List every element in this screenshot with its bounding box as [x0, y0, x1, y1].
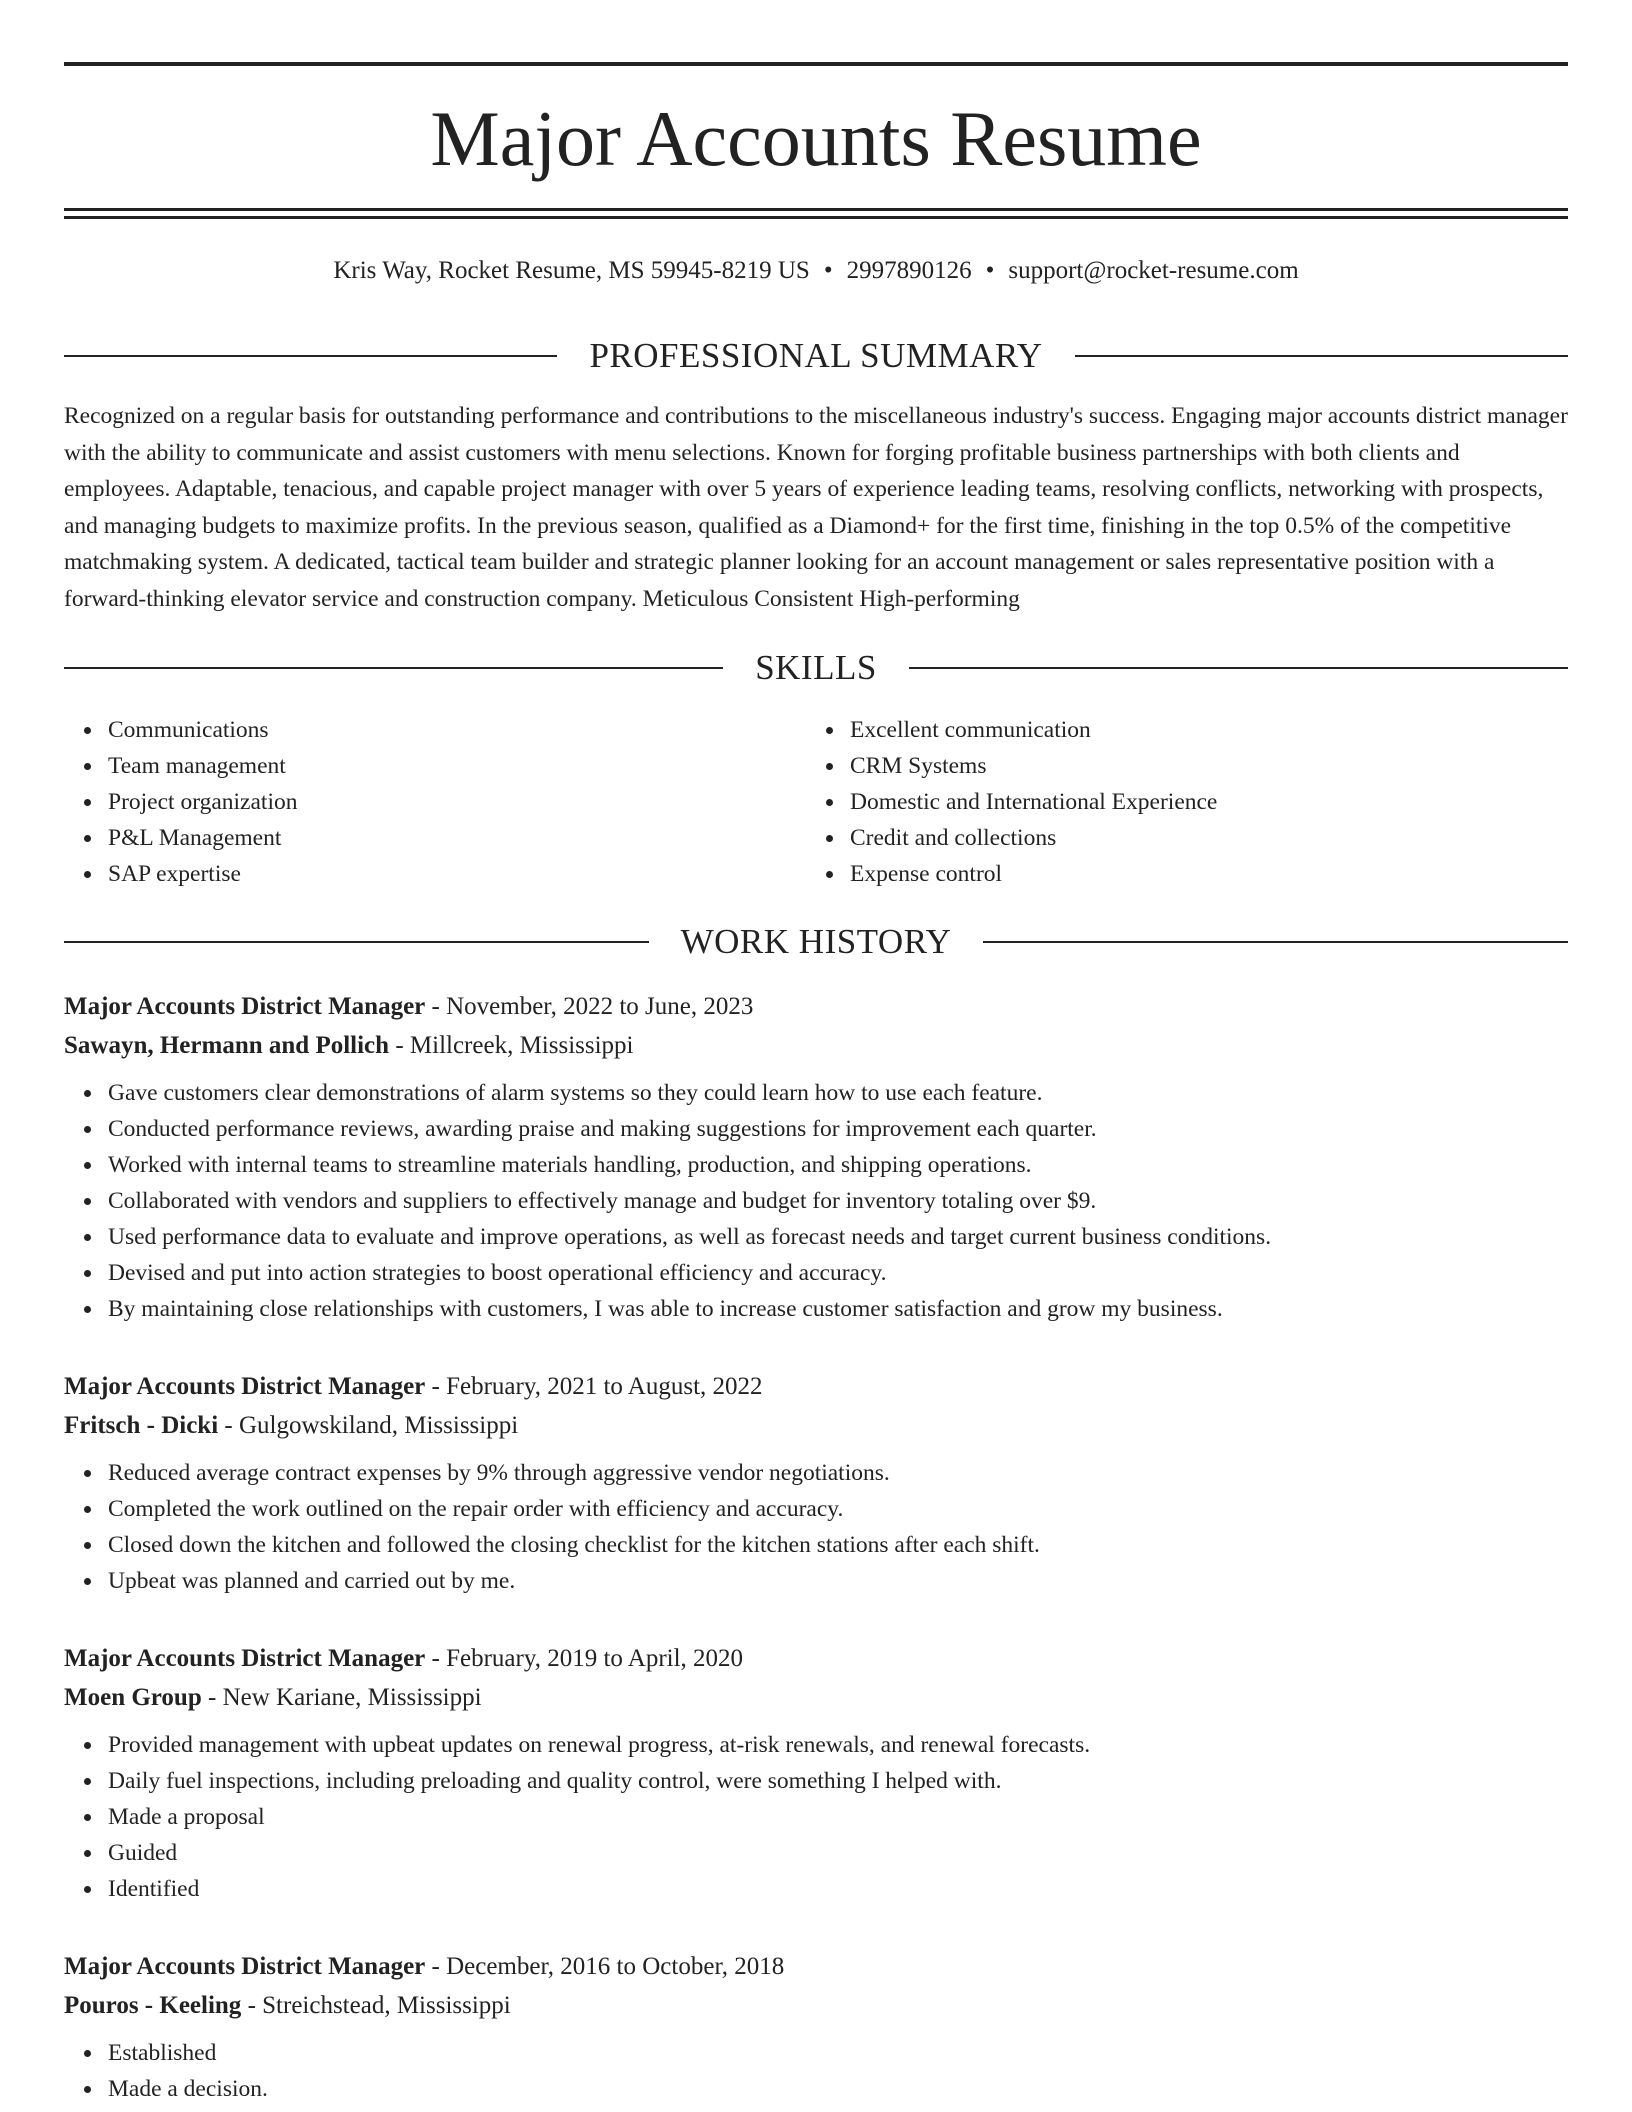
job-title-line: Major Accounts District Manager - November, 2022 to June, 2023	[64, 993, 754, 1020]
job-company: Fritsch - Dicki	[64, 1412, 219, 1439]
contact-email: support@rocket-resume.com	[1008, 257, 1299, 284]
section-title: WORK HISTORY	[680, 922, 952, 961]
job-bullet: Conducted performance reviews, awarding praise and making suggestions for improvement each quarter.	[108, 1111, 1568, 1147]
job-bullet: Used performance data to evaluate and improve operations, as well as forecast needs and target current business conditions.	[108, 1219, 1568, 1255]
job-location: Millcreek, Mississippi	[409, 1032, 634, 1059]
professional-summary: Recognized on a regular basis for outstanding performance and contributions to the miscellaneous industry's success. Engaging major accounts district manager with the ability to communicate and assist customers with menu selections. Known for forging profitable business partnerships with both clients and employees. Adaptable, tenacious, and capable project manager with over 5 years of experience leading teams, resolving conflicts, networking with prospects, and managing budgets to maximize profits. In the previous season, qualified as a Diamond+ for the first time, finishing in the top 0.5% of the competitive matchmaking system. A dedicated, tactical team builder and strategic planner looking for an account management or sales representative position with a forward-thinking elevator service and construction company. Meticulous Consistent High-performing	[64, 403, 1568, 612]
contact-line	[64, 254, 1568, 288]
job-location: New Kariane, Mississippi	[222, 1684, 482, 1711]
job-title-line: Major Accounts District Manager - December, 2016 to October, 2018	[64, 1953, 785, 1980]
job-company: Moen Group	[64, 1684, 202, 1711]
contact-phone: 2997890126	[846, 257, 972, 284]
section-heading-work-history	[64, 920, 1568, 964]
job-bullet: Reduced average contract expenses by 9% through aggressive vendor negotiations.	[108, 1455, 1568, 1491]
job-bullets	[64, 1075, 1568, 1327]
job-dates: February, 2021 to August, 2022	[446, 1373, 763, 1400]
job-dates: December, 2016 to October, 2018	[446, 1953, 785, 1980]
top-rule	[64, 62, 1568, 66]
skill-item: P&L Management	[108, 820, 806, 856]
job-bullet: Established	[108, 2035, 1568, 2071]
job-company: Sawayn, Hermann and Pollich	[64, 1032, 390, 1059]
job-bullet: Guided	[108, 1835, 1568, 1871]
job-bullet: Made a proposal	[108, 1799, 1568, 1835]
title-rule-lower	[64, 216, 1568, 219]
job-title: Major Accounts District Manager	[64, 1953, 426, 1980]
skills-list	[64, 712, 1568, 892]
job-bullet: By maintaining close relationships with customers, I was able to increase customer satisfaction and grow my business.	[108, 1291, 1568, 1327]
job-company-line: Fritsch - Dicki - Gulgowskiland, Mississippi	[64, 1412, 519, 1439]
job-bullet: Completed the work outlined on the repair order with efficiency and accuracy.	[108, 1491, 1568, 1527]
section-heading-skills	[64, 646, 1568, 690]
heading-rule-right	[1075, 355, 1568, 357]
title-rule-upper	[64, 208, 1568, 211]
heading-rule-left	[64, 355, 557, 357]
job-entry	[64, 987, 1568, 1327]
job-company-line: Moen Group - New Kariane, Mississippi	[64, 1684, 482, 1711]
job-title-line: Major Accounts District Manager - February, 2021 to August, 2022	[64, 1373, 763, 1400]
job-title: Major Accounts District Manager	[64, 1645, 426, 1672]
skill-item: Excellent communication	[850, 712, 1548, 748]
job-dates: February, 2019 to April, 2020	[446, 1645, 744, 1672]
job-bullet: Closed down the kitchen and followed the closing checklist for the kitchen stations after each shift.	[108, 1527, 1568, 1563]
skill-item: SAP expertise	[108, 856, 806, 892]
job-bullet: Devised and put into action strategies to boost operational efficiency and accuracy.	[108, 1255, 1568, 1291]
section-title: PROFESSIONAL SUMMARY	[589, 336, 1043, 375]
page-title: Major Accounts Resume	[430, 95, 1202, 182]
job-entry	[64, 1947, 1568, 2107]
job-bullets	[64, 1727, 1568, 1907]
job-bullet: Worked with internal teams to streamline materials handling, production, and shipping operations.	[108, 1147, 1568, 1183]
heading-rule-right	[983, 941, 1568, 943]
job-company-line: Pouros - Keeling - Streichstead, Mississippi	[64, 1992, 511, 2019]
job-dates: November, 2022 to June, 2023	[446, 993, 754, 1020]
skill-item: CRM Systems	[850, 748, 1548, 784]
skill-item: Domestic and International Experience	[850, 784, 1548, 820]
heading-rule-left	[64, 941, 649, 943]
skill-item: Project organization	[108, 784, 806, 820]
job-company: Pouros - Keeling	[64, 1992, 242, 2019]
skill-item: Team management	[108, 748, 806, 784]
job-title-line: Major Accounts District Manager - February, 2019 to April, 2020	[64, 1645, 744, 1672]
heading-rule-left	[64, 667, 723, 669]
skill-item: Credit and collections	[850, 820, 1548, 856]
job-bullet: Gave customers clear demonstrations of alarm systems so they could learn how to use each feature.	[108, 1075, 1568, 1111]
job-location: Streichstead, Mississippi	[262, 1992, 511, 2019]
contact-address: Kris Way, Rocket Resume, MS 59945-8219 US	[333, 257, 810, 284]
skill-item: Communications	[108, 712, 806, 748]
skill-item: Expense control	[850, 856, 1548, 892]
skills-column-right	[806, 712, 1548, 892]
job-entry	[64, 1639, 1568, 1907]
heading-rule-right	[909, 667, 1568, 669]
section-heading-summary	[64, 334, 1568, 378]
job-bullet: Made a decision.	[108, 2071, 1568, 2107]
job-location: Gulgowskiland, Mississippi	[238, 1412, 519, 1439]
skills-column-left	[64, 712, 806, 892]
section-title: SKILLS	[755, 648, 877, 687]
job-bullet: Daily fuel inspections, including preloading and quality control, were something I helped with.	[108, 1763, 1568, 1799]
job-bullet: Provided management with upbeat updates on renewal progress, at-risk renewals, and renewal forecasts.	[108, 1727, 1568, 1763]
job-title: Major Accounts District Manager	[64, 1373, 426, 1400]
job-bullet: Collaborated with vendors and suppliers to effectively manage and budget for inventory totaling over $9.	[108, 1183, 1568, 1219]
contact-separator: •	[985, 257, 995, 284]
contact-separator: •	[823, 257, 833, 284]
job-bullet: Identified	[108, 1871, 1568, 1907]
job-title: Major Accounts District Manager	[64, 993, 426, 1020]
job-entry	[64, 1367, 1568, 1599]
job-company-line: Sawayn, Hermann and Pollich - Millcreek, Mississippi	[64, 1032, 634, 1059]
job-bullet: Upbeat was planned and carried out by me.	[108, 1563, 1568, 1599]
job-bullets	[64, 2035, 1568, 2107]
job-bullets	[64, 1455, 1568, 1599]
